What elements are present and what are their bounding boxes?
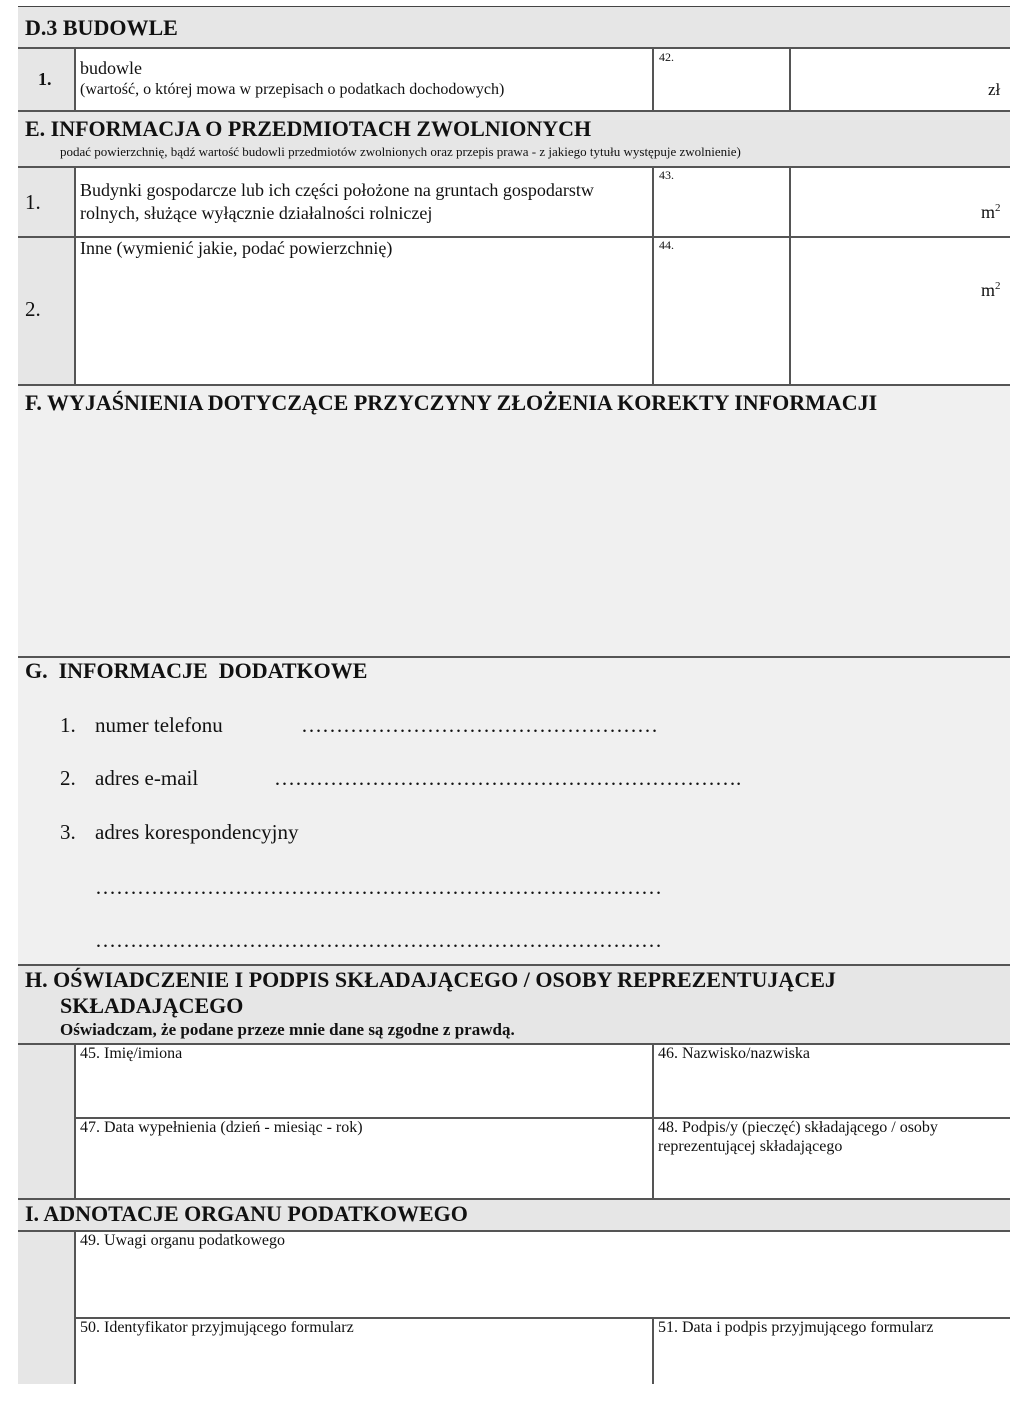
divider [652, 166, 654, 384]
farm-buildings-line-2: rolnych, służące wyłącznie działalności rolniczej [80, 203, 433, 223]
section-e-row-2 [18, 236, 1010, 384]
divider [18, 964, 1010, 966]
unit-sup: 2 [995, 202, 1001, 214]
value-input-43[interactable] [790, 166, 1010, 236]
section-h-header [18, 964, 1010, 1043]
field-number-44: 44. [659, 238, 674, 252]
receiver-signature-field[interactable] [652, 1317, 1010, 1384]
row-number: 1. [25, 190, 41, 214]
receiver-id-field[interactable] [74, 1317, 652, 1384]
divider [18, 1198, 1010, 1200]
first-name-label: 45. Imię/imiona [80, 1045, 183, 1062]
divider [18, 1043, 1010, 1045]
divider [74, 166, 76, 384]
section-h-title-line-1: H. OŚWIADCZENIE I PODPIS SKŁADAJĄCEGO / OSOBY REPREZENTUJĄCEJ [25, 967, 836, 992]
unit-zl: zł [988, 80, 1001, 99]
unit-m2 [981, 202, 1001, 223]
address-input-line-1[interactable]: ……………………………………………………………………… [95, 875, 662, 899]
row-number-cell [18, 1043, 74, 1198]
divider [652, 48, 654, 110]
divider [74, 1117, 1010, 1119]
farm-buildings-line-1: Budynki gospodarcze lub ich części położone na gruntach gospodarstw [80, 180, 594, 200]
row-number-cell [18, 166, 74, 236]
divider [18, 656, 1010, 658]
divider [18, 1230, 1010, 1232]
section-h-fields [18, 1043, 1010, 1198]
divider [74, 1043, 76, 1198]
field-number-43: 43. [659, 168, 674, 182]
address-input-line-2[interactable]: ……………………………………………………………………… [95, 928, 662, 952]
first-name-field[interactable] [74, 1043, 652, 1117]
declaration-statement: Oświadczam, że podane przeze mnie dane są zgodne z prawdą. [60, 1020, 515, 1039]
section-e-title: E. INFORMACJA O PRZEDMIOTACH ZWOLNIONYCH [25, 116, 592, 141]
receiver-signature-label: 51. Data i podpis przyjmującego formularz [658, 1319, 934, 1336]
row-number: 2. [25, 297, 41, 321]
email-label: adres e-mail [95, 766, 199, 790]
tax-office-remarks-label: 49. Uwagi organu podatkowego [80, 1232, 285, 1249]
divider [74, 1230, 76, 1384]
section-f [18, 384, 1010, 656]
section-f-title: F. WYJAŚNIENIA DOTYCZĄCE PRZYCZYNY ZŁOŻENIA KOREKTY INFORMACJI [25, 390, 878, 415]
divider [652, 1317, 654, 1384]
field-number-42: 42. [659, 50, 674, 64]
correction-explanation-area[interactable] [18, 420, 1010, 656]
section-d3-header [18, 7, 1010, 48]
section-e-row-1 [18, 166, 1010, 236]
signature-label-line-1: 48. Podpis/y (pieczęć) składającego / osoby [658, 1119, 938, 1136]
phone-input[interactable]: …………………………………………… [301, 713, 658, 737]
divider [74, 48, 76, 110]
divider [789, 166, 791, 384]
last-name-field[interactable] [652, 1043, 1010, 1117]
section-i-title: I. ADNOTACJE ORGANU PODATKOWEGO [25, 1201, 468, 1226]
other-items-label: Inne (wymienić jakie, podać powierzchnię) [80, 238, 393, 258]
row-number-cell [18, 48, 74, 110]
last-name-label: 46. Nazwisko/nazwiska [658, 1045, 810, 1062]
divider [18, 110, 1010, 112]
section-i-header [18, 1198, 1010, 1230]
unit-text: m [981, 202, 996, 222]
section-h-title-line-2: SKŁADAJĄCEGO [60, 993, 244, 1018]
signature-label-line-2: reprezentującej składającego [658, 1138, 843, 1155]
section-g [18, 656, 1010, 964]
fill-date-label: 47. Data wypełnienia (dzień - miesiąc - rok) [80, 1119, 363, 1136]
divider [18, 166, 1010, 168]
phone-number: 1. [60, 713, 76, 737]
buildings-label: budowle [80, 58, 142, 78]
section-g-title: G. INFORMACJE DODATKOWE [25, 658, 368, 683]
address-number: 3. [60, 820, 76, 844]
email-number: 2. [60, 766, 76, 790]
divider [74, 1317, 1010, 1319]
buildings-note: (wartość, o której mowa w przepisach o podatkach dochodowych) [80, 81, 505, 98]
value-input-44[interactable] [790, 236, 1010, 384]
divider [652, 1043, 654, 1198]
address-label: adres korespondencyjny [95, 820, 299, 844]
divider [789, 48, 791, 110]
section-d3-row-1 [18, 48, 1010, 110]
section-e-header [18, 110, 1010, 166]
row-number-cell [18, 236, 74, 384]
section-d3-title: D.3 BUDOWLE [25, 15, 178, 40]
value-input-42[interactable] [790, 48, 1010, 110]
row-number: 1. [38, 69, 52, 89]
divider [18, 236, 1010, 238]
divider [18, 384, 1010, 386]
tax-office-remarks-field[interactable] [74, 1230, 1010, 1317]
signature-field[interactable] [652, 1117, 1010, 1198]
email-input[interactable]: …………………………………………………………. [274, 766, 742, 790]
phone-label: numer telefonu [95, 713, 223, 737]
tax-form [18, 6, 1010, 1384]
unit-m2 [981, 280, 1001, 301]
divider [18, 47, 1010, 49]
row-number-cell [18, 1230, 74, 1384]
section-i-fields [18, 1230, 1010, 1384]
section-e-subtitle: podać powierzchnię, bądź wartość budowli przedmiotów zwolnionych oraz przepis prawa - z jakiego tytułu występuje zwolnienie) [60, 144, 741, 159]
fill-date-field[interactable] [74, 1117, 652, 1198]
other-items-input[interactable] [74, 260, 652, 384]
unit-text: m [981, 280, 996, 300]
unit-sup: 2 [995, 280, 1001, 292]
receiver-id-label: 50. Identyfikator przyjmującego formularz [80, 1319, 354, 1336]
